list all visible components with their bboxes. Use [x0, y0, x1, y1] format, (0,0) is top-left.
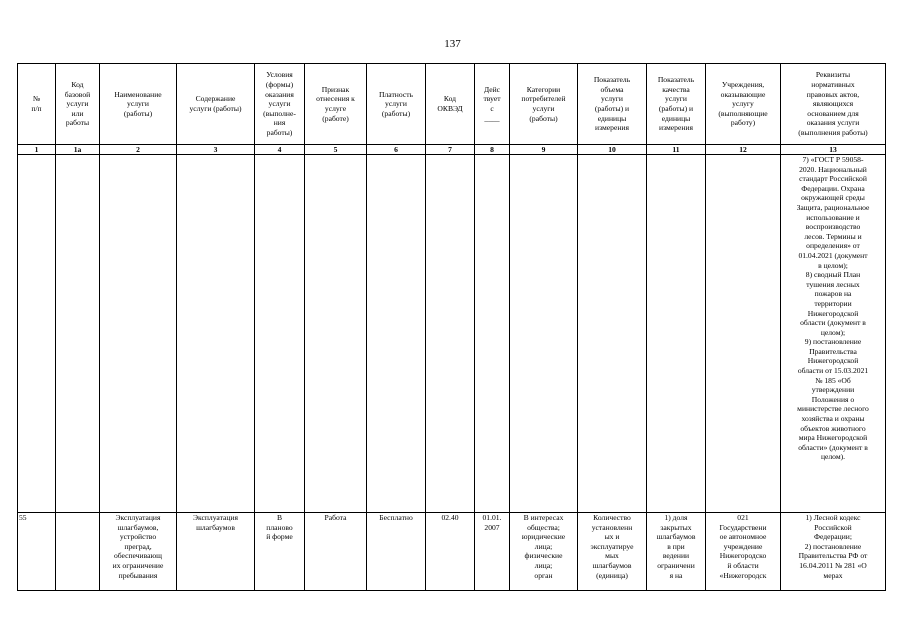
header-cell-payment: Платность услуги (работы) — [367, 64, 426, 145]
column-number: 10 — [578, 145, 647, 155]
header-cell-quality: Показатель качества услуги (работы) и единицы измерения — [647, 64, 706, 145]
column-number: 12 — [706, 145, 781, 155]
column-number: 9 — [510, 145, 578, 155]
column-number: 6 — [367, 145, 426, 155]
services-registry-table — [17, 63, 886, 591]
service-consumers: В интересах общества; юридические лица; физические лица; орган — [521, 513, 566, 580]
empty-cell — [647, 155, 706, 513]
empty-cell — [426, 155, 475, 513]
table-row — [18, 513, 886, 591]
legal-acts-continuation: 7) «ГОСТ Р 59058- 2020. Национальный стандарт Российской Федерации. Охрана окружающей среды Защита, рациональное использование и воспроизводство лесов. Термины и определения» от 01.04.2021 (документ в целом); 8) сводный План тушения лесных пожаров на территории Нижегородской области (документ в целом); 9) постановление Правительства Нижегородской области от 15.03.2021 № 185 «Об утверждении Положения о министерстве лесного хозяйства и охраны объектов животного мира Нижегородской области» (документ в целом). — [781, 155, 886, 513]
column-number: 11 — [647, 145, 706, 155]
service-quality-indicator: 1) доля закрытых шлагбаумов в при ведении ограничени я на — [656, 513, 696, 580]
service-legal-acts: 1) Лесной кодекс Российской Федерации; 2) постановление Правительства РФ от 16.04.2011 № 281 «О мерах — [798, 513, 868, 580]
service-start-date: 01.01. 2007 — [482, 513, 502, 532]
column-number: 7 — [426, 145, 475, 155]
service-volume-indicator: Количество установленн ых и эксплуатируе мых шлагбаумов (единица) — [590, 513, 634, 580]
column-number: 2 — [100, 145, 177, 155]
empty-cell — [177, 155, 255, 513]
header-cell-type: Признак отнесения к услуге (работе) — [305, 64, 367, 145]
empty-cell — [56, 155, 100, 513]
column-number: 1 — [18, 145, 56, 155]
column-number: 8 — [475, 145, 510, 155]
header-cell-date: Дейс твует с ____ — [475, 64, 510, 145]
empty-cell — [305, 155, 367, 513]
empty-cell — [475, 155, 510, 513]
header-cell-consumers: Категории потребителей услуги (работы) — [510, 64, 578, 145]
column-number: 13 — [781, 145, 886, 155]
service-name: Эксплуатация шлагбаумов, устройство преград, обеспечивающ их ограничение пребывания — [112, 513, 164, 580]
header-cell-conditions: Условия (формы) оказания услуги (выполне- ния работы) — [255, 64, 305, 145]
empty-cell — [100, 155, 177, 513]
empty-cell — [367, 155, 426, 513]
header-cell-num: № п/п — [18, 64, 56, 145]
service-payment: Бесплатно — [379, 513, 413, 522]
service-type: Работа — [324, 513, 347, 522]
column-number: 3 — [177, 145, 255, 155]
header-row — [18, 64, 886, 145]
header-cell-code: Код базовой услуги или работы — [56, 64, 100, 145]
header-cell-content: Содержание услуги (работы) — [177, 64, 255, 145]
service-okved: 02.40 — [441, 513, 459, 522]
empty-cell — [578, 155, 647, 513]
empty-cell — [510, 155, 578, 513]
header-cell-name: Наименование услуги (работы) — [100, 64, 177, 145]
empty-cell — [18, 155, 56, 513]
column-number: 1а — [56, 145, 100, 155]
header-cell-institution: Учреждения, оказывающие услугу (выполняющие работу) — [706, 64, 781, 145]
service-content: Эксплуатация шлагбаумов — [192, 513, 238, 532]
header-cell-okved: Код ОКВЭД — [426, 64, 475, 145]
service-institution: 021 Государствени ое автономное учреждение Нижегородско й области «Нижегородск — [719, 513, 767, 580]
continuation-row — [18, 155, 886, 513]
column-number: 5 — [305, 145, 367, 155]
row-number: 55 — [18, 513, 56, 591]
service-conditions: В планово й форме — [266, 513, 293, 542]
page-number: 137 — [444, 38, 461, 50]
empty-cell — [706, 155, 781, 513]
column-number: 4 — [255, 145, 305, 155]
header-cell-acts: Реквизиты нормативных правовых актов, являющихся основанием для оказания услуги (выполнения работы) — [781, 64, 886, 145]
empty-cell — [255, 155, 305, 513]
column-number-row — [18, 145, 886, 155]
header-cell-volume: Показатель объема услуги (работы) и единицы измерения — [578, 64, 647, 145]
service-code — [56, 513, 100, 591]
